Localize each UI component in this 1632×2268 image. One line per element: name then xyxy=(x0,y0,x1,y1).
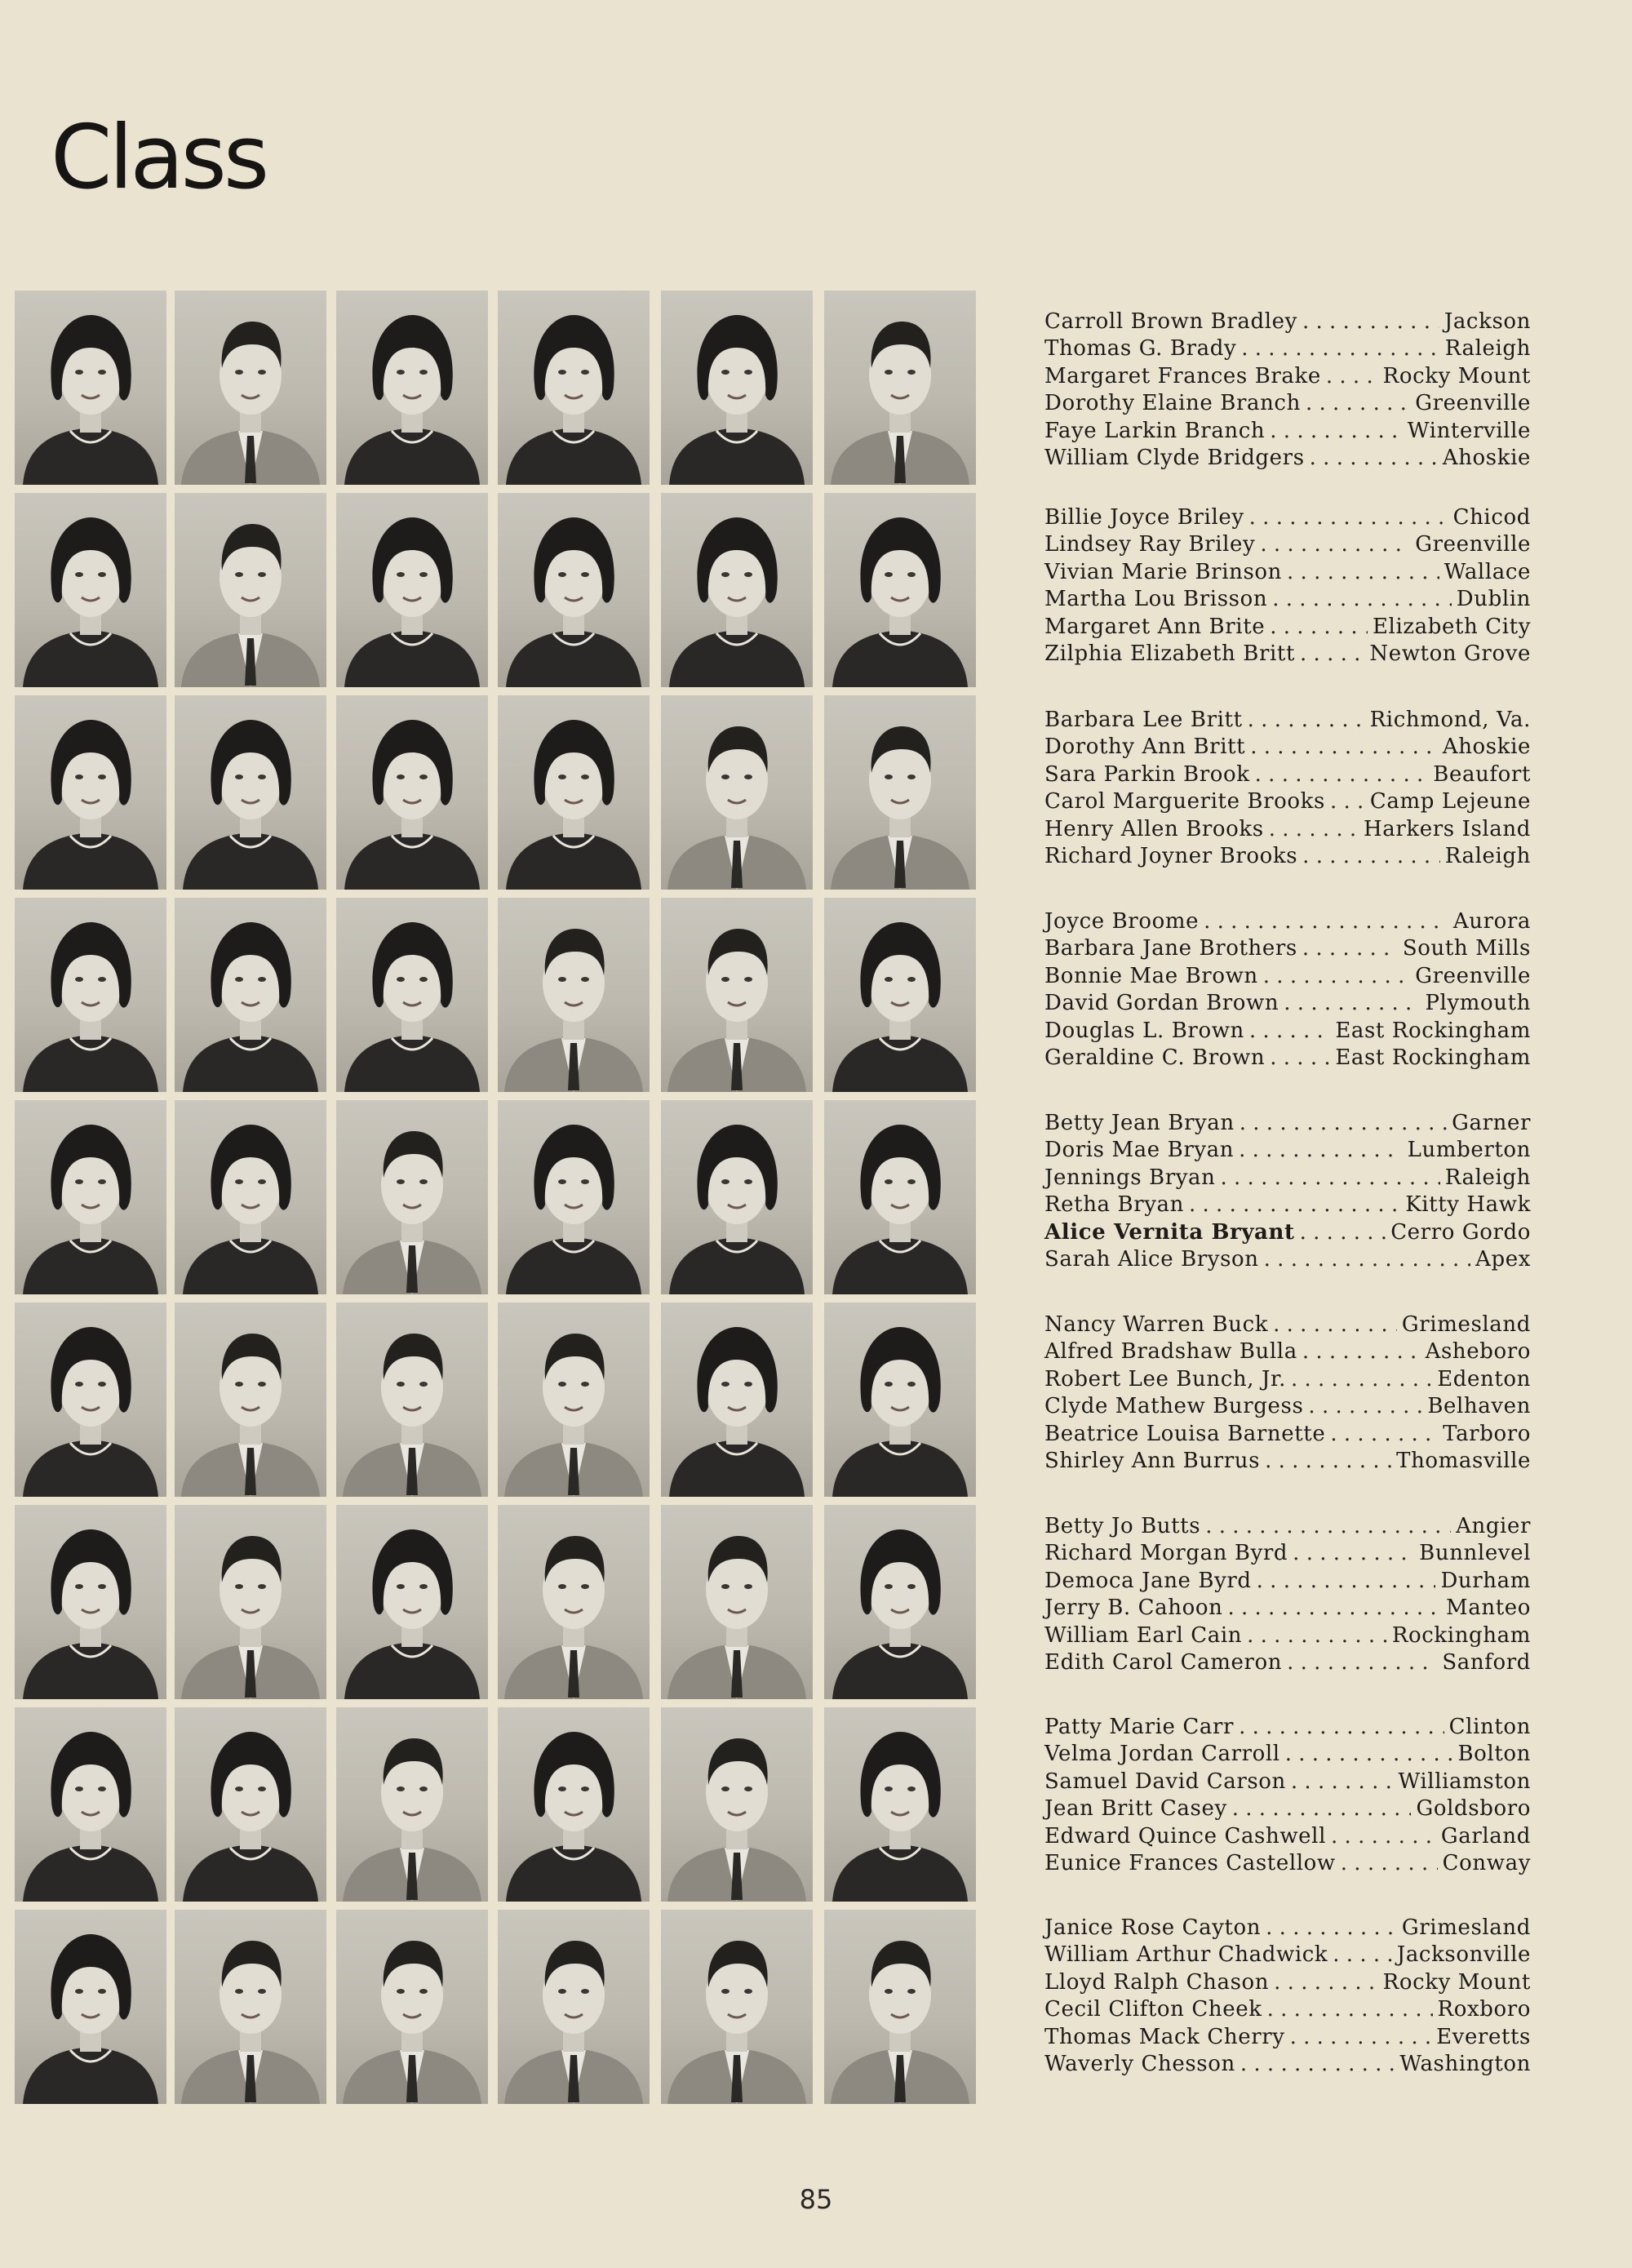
name-group xyxy=(1044,909,1531,1072)
dot-leader xyxy=(1240,2052,1395,2076)
name-group xyxy=(1044,1514,1531,1677)
name-entry xyxy=(1044,909,1531,936)
student-portrait xyxy=(498,1100,650,1294)
name-entry xyxy=(1044,1742,1531,1769)
name-entry xyxy=(1044,309,1531,336)
student-name: David Gordan Brown xyxy=(1044,991,1279,1016)
dot-leader xyxy=(1220,1165,1439,1190)
name-entry xyxy=(1044,1541,1531,1568)
hometown: Williamston xyxy=(1398,1769,1531,1794)
name-entry xyxy=(1044,1192,1531,1219)
student-portrait xyxy=(661,898,813,1092)
dot-leader xyxy=(1205,1514,1451,1538)
student-name: Margaret Ann Brite xyxy=(1044,614,1266,639)
student-portrait xyxy=(175,898,326,1092)
student-name: Samuel David Carson xyxy=(1044,1769,1286,1794)
hometown: Jackson xyxy=(1444,309,1531,334)
student-portrait xyxy=(661,1505,813,1699)
student-name: Joyce Broome xyxy=(1044,909,1200,934)
student-name: Thomas G. Brady xyxy=(1044,336,1237,362)
hometown: Thomasville xyxy=(1396,1448,1531,1473)
dot-leader xyxy=(1302,936,1398,961)
hometown: Chicod xyxy=(1452,505,1531,530)
name-entry xyxy=(1044,446,1531,473)
hometown: Elizabeth City xyxy=(1372,614,1531,639)
hometown: Clinton xyxy=(1448,1715,1531,1739)
name-entry xyxy=(1044,1851,1531,1878)
hometown: Bolton xyxy=(1457,1742,1531,1767)
student-portrait xyxy=(824,1303,976,1497)
dot-leader xyxy=(1300,641,1364,666)
student-name: Douglas L. Brown xyxy=(1044,1018,1244,1043)
dot-leader xyxy=(1306,391,1410,415)
student-portrait xyxy=(15,1910,166,2104)
student-portrait xyxy=(498,493,650,687)
dot-leader xyxy=(1249,1019,1330,1043)
hometown: Apex xyxy=(1475,1246,1531,1272)
student-portrait xyxy=(824,291,976,485)
student-portrait xyxy=(824,898,976,1092)
name-entry xyxy=(1044,560,1531,587)
hometown: Manteo xyxy=(1446,1596,1531,1621)
hometown: Cerro Gordo xyxy=(1390,1219,1531,1245)
dot-leader xyxy=(1267,1997,1433,2022)
name-entry xyxy=(1044,1339,1531,1366)
name-entry xyxy=(1044,735,1531,761)
dot-leader xyxy=(1302,309,1439,334)
student-name: Billie Joyce Briley xyxy=(1044,505,1244,530)
student-portrait xyxy=(661,1707,813,1902)
student-portrait xyxy=(15,695,166,890)
student-portrait xyxy=(175,1505,326,1699)
name-entry xyxy=(1044,708,1531,735)
student-name: Retha Bryan xyxy=(1044,1192,1184,1218)
page-number: 85 xyxy=(799,2184,833,2215)
student-portrait xyxy=(661,695,813,890)
dot-leader xyxy=(1285,1742,1453,1766)
hometown: Tarboro xyxy=(1443,1421,1531,1446)
student-portrait xyxy=(175,1100,326,1294)
hometown: Edenton xyxy=(1437,1366,1531,1391)
name-entry xyxy=(1044,762,1531,789)
student-name: Richard Joyner Brooks xyxy=(1044,843,1298,868)
student-name: Cecil Clifton Cheek xyxy=(1044,1997,1262,2022)
hometown: Aurora xyxy=(1452,909,1531,934)
hometown: Richmond, Va. xyxy=(1369,708,1531,732)
student-name: Clyde Mathew Burgess xyxy=(1044,1394,1304,1419)
name-entry xyxy=(1044,1915,1531,1942)
student-name: Jean Britt Casey xyxy=(1044,1796,1227,1822)
dot-leader xyxy=(1239,1138,1403,1162)
hometown: Grimesland xyxy=(1401,1915,1531,1940)
student-portrait xyxy=(661,1100,813,1294)
student-name: Betty Jean Bryan xyxy=(1044,1111,1235,1135)
student-portrait xyxy=(336,898,488,1092)
student-name: Nancy Warren Buck xyxy=(1044,1312,1269,1337)
name-entry xyxy=(1044,641,1531,668)
name-entry xyxy=(1044,1769,1531,1796)
student-name: Lloyd Ralph Chason xyxy=(1044,1969,1270,1995)
student-portrait xyxy=(661,291,813,485)
name-group xyxy=(1044,1715,1531,1878)
hometown: Plymouth xyxy=(1425,991,1531,1016)
hometown: Asheboro xyxy=(1425,1339,1531,1365)
name-entry xyxy=(1044,1019,1531,1045)
name-entry xyxy=(1044,1796,1531,1823)
dot-leader xyxy=(1308,1394,1422,1418)
student-name: Janice Rose Cayton xyxy=(1044,1915,1262,1940)
name-entry xyxy=(1044,419,1531,446)
student-portrait xyxy=(175,1910,326,2104)
dot-leader xyxy=(1287,1650,1437,1675)
dot-leader xyxy=(1274,1970,1378,1995)
student-portrait xyxy=(661,1910,813,2104)
name-entry xyxy=(1044,1045,1531,1072)
student-portrait xyxy=(336,1100,488,1294)
dot-leader xyxy=(1249,505,1448,530)
hometown: Rocky Mount xyxy=(1382,363,1531,388)
dot-leader xyxy=(1331,1824,1436,1849)
dot-leader xyxy=(1284,991,1420,1015)
name-entry xyxy=(1044,587,1531,614)
student-name: Alice Vernita Bryant xyxy=(1044,1219,1295,1245)
dot-leader xyxy=(1266,1915,1397,1940)
student-name: Lindsey Ray Briley xyxy=(1044,532,1256,557)
hometown: East Rockingham xyxy=(1335,1045,1531,1070)
name-entry xyxy=(1044,1715,1531,1742)
dot-leader xyxy=(1293,1541,1414,1565)
student-name: Alfred Bradshaw Bulla xyxy=(1044,1339,1297,1365)
student-name: Vivian Marie Brinson xyxy=(1044,559,1283,584)
student-portrait xyxy=(175,291,326,485)
student-portrait xyxy=(336,493,488,687)
student-name: Edith Carol Cameron xyxy=(1044,1649,1283,1675)
student-portrait xyxy=(498,1505,650,1699)
student-portrait xyxy=(498,1910,650,2104)
name-entry xyxy=(1044,1569,1531,1596)
dot-leader xyxy=(1333,1942,1392,1967)
name-entry xyxy=(1044,817,1531,844)
hometown: Garner xyxy=(1452,1111,1531,1135)
hometown: Greenville xyxy=(1415,391,1531,416)
student-name: Sara Parkin Brook xyxy=(1044,761,1250,787)
student-portrait xyxy=(15,1505,166,1699)
student-name: William Earl Cain xyxy=(1044,1622,1243,1648)
dot-leader xyxy=(1257,1569,1436,1593)
hometown: Rocky Mount xyxy=(1382,1969,1531,1995)
dot-leader xyxy=(1260,532,1410,557)
hometown: Belhaven xyxy=(1427,1394,1531,1419)
hometown: Greenville xyxy=(1415,532,1531,557)
dot-leader xyxy=(1250,735,1438,759)
name-group xyxy=(1044,708,1531,871)
name-entry xyxy=(1044,1394,1531,1421)
hometown: Garland xyxy=(1440,1823,1531,1849)
student-name: Doris Mae Bryan xyxy=(1044,1138,1235,1163)
student-name: Jennings Bryan xyxy=(1044,1165,1216,1190)
hometown: Ahoskie xyxy=(1442,445,1531,470)
student-portrait xyxy=(498,898,650,1092)
hometown: Dublin xyxy=(1456,587,1531,612)
name-entry xyxy=(1044,1824,1531,1851)
dot-leader xyxy=(1291,1769,1394,1794)
student-name: Bonnie Mae Brown xyxy=(1044,963,1258,988)
student-name: Zilphia Elizabeth Britt xyxy=(1044,641,1296,666)
student-portrait xyxy=(824,1100,976,1294)
hometown: Roxboro xyxy=(1437,1997,1531,2022)
student-portrait xyxy=(824,1910,976,2104)
name-group xyxy=(1044,309,1531,473)
name-entry xyxy=(1044,964,1531,991)
student-portrait xyxy=(498,1707,650,1902)
student-name: Dorothy Elaine Branch xyxy=(1044,391,1301,416)
name-entry xyxy=(1044,2052,1531,2079)
hometown: Goldsboro xyxy=(1416,1796,1531,1822)
name-entry xyxy=(1044,1449,1531,1476)
student-portrait xyxy=(336,1505,488,1699)
student-name: William Clyde Bridgers xyxy=(1044,445,1305,470)
hometown: Beaufort xyxy=(1433,761,1531,787)
hometown: Bunnlevel xyxy=(1419,1541,1531,1566)
student-name: Edward Quince Cashwell xyxy=(1044,1823,1327,1849)
dot-leader xyxy=(1263,964,1410,988)
name-group xyxy=(1044,1915,1531,2079)
dot-leader xyxy=(1264,1247,1470,1272)
dot-leader xyxy=(1326,364,1378,388)
name-entry xyxy=(1044,1942,1531,1969)
student-portrait xyxy=(336,695,488,890)
hometown: Greenville xyxy=(1415,963,1531,988)
name-entry xyxy=(1044,532,1531,559)
dot-leader xyxy=(1272,587,1452,611)
dot-leader xyxy=(1232,1796,1412,1821)
dot-leader xyxy=(1239,1715,1444,1739)
student-portrait xyxy=(661,493,813,687)
dot-leader xyxy=(1302,844,1440,868)
student-portrait xyxy=(824,695,976,890)
student-portrait xyxy=(15,898,166,1092)
dot-leader xyxy=(1248,708,1365,732)
student-name: Barbara Jane Brothers xyxy=(1044,936,1297,961)
name-entry xyxy=(1044,336,1531,363)
name-group xyxy=(1044,1312,1531,1476)
hometown: Grimesland xyxy=(1401,1312,1531,1337)
student-name: Martha Lou Brisson xyxy=(1044,587,1268,612)
name-entry xyxy=(1044,1623,1531,1650)
hometown: Durham xyxy=(1440,1568,1531,1593)
name-entry xyxy=(1044,1997,1531,2024)
student-name: Eunice Frances Castellow xyxy=(1044,1850,1336,1875)
name-entry xyxy=(1044,1312,1531,1339)
hometown: Angier xyxy=(1456,1514,1531,1538)
student-portrait xyxy=(824,1707,976,1902)
student-portrait xyxy=(336,1303,488,1497)
student-name: Henry Allen Brooks xyxy=(1044,816,1264,841)
dot-leader xyxy=(1269,817,1359,841)
student-name: Betty Jo Butts xyxy=(1044,1514,1201,1538)
student-portrait xyxy=(336,1707,488,1902)
student-portrait xyxy=(15,1303,166,1497)
hometown: Kitty Hawk xyxy=(1405,1192,1531,1218)
student-name: Carol Marguerite Brooks xyxy=(1044,789,1325,814)
name-entry xyxy=(1044,1220,1531,1247)
name-entry xyxy=(1044,789,1531,816)
student-name: Democa Jane Byrd xyxy=(1044,1568,1252,1593)
dot-leader xyxy=(1227,1596,1441,1620)
hometown: Everetts xyxy=(1436,2024,1531,2049)
student-name: Margaret Frances Brake xyxy=(1044,363,1321,388)
hometown: Raleigh xyxy=(1444,1165,1531,1190)
student-name: Robert Lee Bunch, Jr. xyxy=(1044,1366,1286,1391)
dot-leader xyxy=(1291,1367,1432,1391)
dot-leader xyxy=(1270,419,1403,443)
student-portrait xyxy=(336,291,488,485)
hometown: Raleigh xyxy=(1444,843,1531,868)
student-name: Dorothy Ann Britt xyxy=(1044,735,1246,760)
dot-leader xyxy=(1287,560,1439,584)
name-entry xyxy=(1044,2025,1531,2052)
name-entry xyxy=(1044,1422,1531,1449)
hometown: Lumberton xyxy=(1407,1138,1531,1163)
name-entry xyxy=(1044,991,1531,1018)
student-name: Richard Morgan Byrd xyxy=(1044,1541,1288,1566)
student-portrait xyxy=(175,1707,326,1902)
name-entry xyxy=(1044,391,1531,418)
dot-leader xyxy=(1241,336,1439,361)
dot-leader xyxy=(1341,1851,1438,1875)
student-portrait xyxy=(15,493,166,687)
student-name: Patty Marie Carr xyxy=(1044,1715,1235,1739)
dot-leader xyxy=(1302,1339,1421,1364)
name-entry xyxy=(1044,1165,1531,1192)
hometown: Raleigh xyxy=(1444,336,1531,362)
hometown: East Rockingham xyxy=(1335,1018,1531,1043)
student-name: Waverly Chesson xyxy=(1044,2051,1235,2076)
name-entry xyxy=(1044,364,1531,391)
dot-leader xyxy=(1310,446,1438,470)
hometown: South Mills xyxy=(1402,936,1531,961)
hometown: Sanford xyxy=(1442,1649,1531,1675)
student-name: Velma Jordan Carroll xyxy=(1044,1742,1280,1767)
dot-leader xyxy=(1204,909,1448,934)
dot-leader xyxy=(1330,789,1365,814)
dot-leader xyxy=(1270,1045,1330,1070)
name-entry xyxy=(1044,1650,1531,1677)
name-entry xyxy=(1044,505,1531,532)
name-entry xyxy=(1044,1367,1531,1394)
student-portrait xyxy=(175,493,326,687)
name-entry xyxy=(1044,1596,1531,1622)
hometown: Jacksonville xyxy=(1396,1942,1531,1968)
name-group xyxy=(1044,505,1531,668)
dot-leader xyxy=(1300,1220,1386,1245)
name-entry xyxy=(1044,615,1531,641)
name-entry xyxy=(1044,1111,1531,1138)
dot-leader xyxy=(1330,1422,1438,1446)
student-portrait xyxy=(175,1303,326,1497)
student-portrait xyxy=(824,1505,976,1699)
student-name: Faye Larkin Branch xyxy=(1044,418,1266,443)
student-name: Jerry B. Cahoon xyxy=(1044,1596,1223,1621)
dot-leader xyxy=(1290,2025,1431,2049)
name-entry xyxy=(1044,1970,1531,1997)
student-portrait xyxy=(15,291,166,485)
student-name: Beatrice Louisa Barnette xyxy=(1044,1421,1326,1446)
student-name: Shirley Ann Burrus xyxy=(1044,1448,1261,1473)
student-name: Thomas Mack Cherry xyxy=(1044,2024,1285,2049)
hometown: Camp Lejeune xyxy=(1369,789,1531,814)
name-entry xyxy=(1044,936,1531,963)
hometown: Rockingham xyxy=(1391,1622,1531,1648)
dot-leader xyxy=(1189,1192,1400,1217)
hometown: Winterville xyxy=(1407,418,1531,443)
student-name: Carroll Brown Bradley xyxy=(1044,309,1297,334)
hometown: Washington xyxy=(1399,2051,1531,2076)
student-portrait xyxy=(336,1910,488,2104)
student-portrait xyxy=(15,1707,166,1902)
name-group xyxy=(1044,1111,1531,1274)
student-name: Barbara Lee Britt xyxy=(1044,708,1243,732)
student-name: Sarah Alice Bryson xyxy=(1044,1246,1259,1272)
dot-leader xyxy=(1265,1449,1391,1473)
hometown: Conway xyxy=(1442,1850,1531,1875)
name-entry xyxy=(1044,1514,1531,1541)
dot-leader xyxy=(1247,1623,1387,1648)
student-portrait xyxy=(661,1303,813,1497)
dot-leader xyxy=(1240,1111,1447,1135)
dot-leader xyxy=(1270,615,1368,639)
student-portrait xyxy=(15,1100,166,1294)
student-portrait xyxy=(498,695,650,890)
name-entry xyxy=(1044,1138,1531,1165)
student-portrait xyxy=(498,291,650,485)
student-name: William Arthur Chadwick xyxy=(1044,1942,1328,1968)
hometown: Newton Grove xyxy=(1369,641,1531,666)
name-entry xyxy=(1044,1247,1531,1274)
hometown: Harkers Island xyxy=(1364,816,1531,841)
page-title: Class xyxy=(51,107,267,209)
hometown: Wallace xyxy=(1444,559,1531,584)
hometown: Ahoskie xyxy=(1442,735,1531,760)
student-portrait xyxy=(824,493,976,687)
dot-leader xyxy=(1255,762,1429,787)
student-name: Geraldine C. Brown xyxy=(1044,1045,1266,1070)
portrait-grid xyxy=(15,291,981,2104)
dot-leader xyxy=(1273,1312,1397,1337)
student-portrait xyxy=(498,1303,650,1497)
student-portrait xyxy=(175,695,326,890)
name-entry xyxy=(1044,844,1531,871)
